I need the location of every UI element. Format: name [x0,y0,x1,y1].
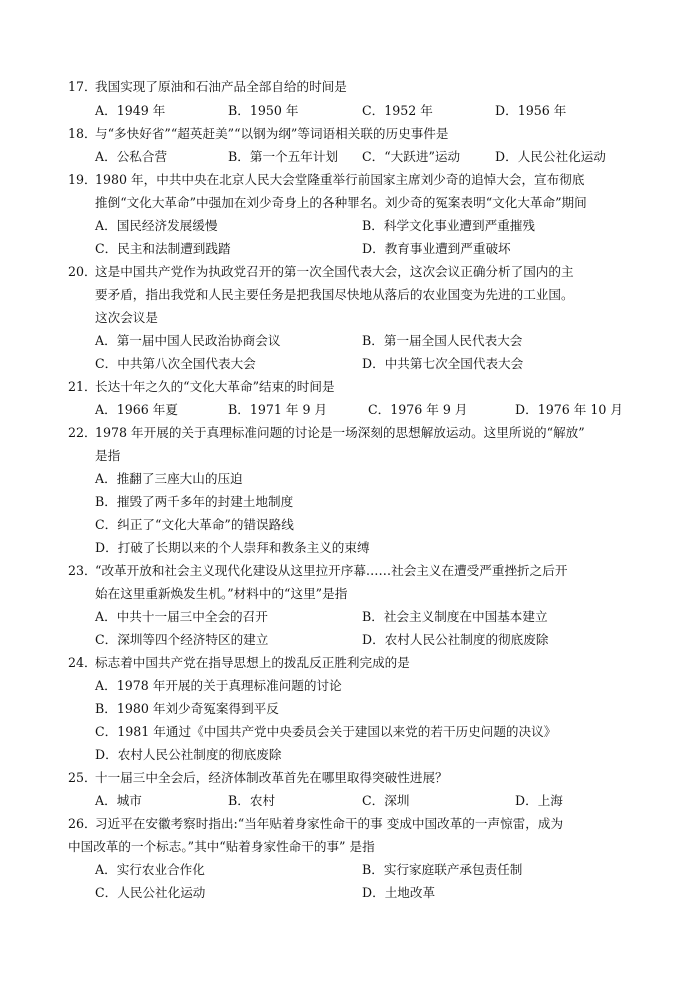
option-a: A．1966 年夏 [95,402,178,417]
option-d: D．教育事业遭到严重破坏 [362,241,511,256]
question-number: 26． [68,816,97,831]
option-b: B．农村 [228,793,276,808]
option-c: C．中共第八次全国代表大会 [95,356,256,371]
option-d: D．土地改革 [362,885,436,900]
question-stem: 习近平在安徽考察时指出:“当年贴着身家性命干的事 变成中国改革的一声惊雷，成为 [95,816,564,831]
option-c: C．民主和法制遭到践踏 [95,241,231,256]
option-b: B．1950 年 [228,103,299,118]
question-stem: 中国改革的一个标志。”其中“贴着身家性命干的事” 是指 [68,839,375,854]
option-a: A．推翻了三座大山的压迫 [95,471,243,486]
question-number: 17． [68,79,97,94]
option-a: A．国民经济发展缓慢 [95,218,218,233]
option-b: B．1980 年刘少奇冤案得到平反 [95,701,279,716]
option-c: C．1952 年 [362,103,433,118]
question-stem: 这次会议是 [95,310,158,325]
option-c: C．1981 年通过《中国共产党中央委员会关于建国以来党的若干历史问题的决议》 [95,724,557,739]
option-a: A．中共十一届三中全会的召开 [95,609,268,624]
question-stem: 长达十年之久的“文化大革命”结束的时间是 [95,379,335,394]
option-c: C．纠正了“文化大革命”的错误路线 [95,517,294,532]
question-stem: 始在这里重新焕发生机。”材料中的“这里”是指 [95,586,348,601]
option-a: A．1949 年 [95,103,166,118]
question-stem: 1980 年，中共中央在北京人民大会堂隆重举行前国家主席刘少奇的追悼大会，宣布彻底 [95,172,585,187]
option-a: A．实行农业合作化 [95,862,205,877]
option-d: D．1976 年 10 月 [515,402,623,417]
option-a: A．城市 [95,793,142,808]
question-stem: 我国实现了原油和石油产品全部自给的时间是 [95,79,347,94]
option-a: A．第一届中国人民政治协商会议 [95,333,281,348]
option-a: A．公私合营 [95,149,168,164]
option-d: D．上海 [515,793,563,808]
question-stem: 要矛盾，指出我党和人民主要任务是把我国尽快地从落后的农业国变为先进的工业国。 [95,287,574,302]
question-number: 20． [68,264,97,279]
option-d: D．人民公社化运动 [495,149,606,164]
option-c: C．人民公社化运动 [95,885,206,900]
question-stem: 推倒“文化大革命”中强加在刘少奇身上的各种罪名。刘少奇的冤案表明“文化大革命”期间 [95,195,587,210]
option-d: D．农村人民公社制度的彻底废除 [95,747,282,762]
question-stem: 1978 年开展的关于真理标准问题的讨论是一场深刻的思想解放运动。这里所说的“解放” [95,425,585,440]
option-c: C．深圳 [362,793,410,808]
option-c: C．“大跃进”运动 [362,149,461,164]
option-b: B．科学文化事业遭到严重摧残 [362,218,535,233]
option-d: D．打破了长期以来的个人崇拜和教条主义的束缚 [95,540,370,555]
option-b: B．1971 年 9 月 [228,402,328,417]
question-stem: 标志着中国共产党在指导思想上的拨乱反正胜利完成的是 [95,655,410,670]
option-c: C．1976 年 9 月 [368,402,468,417]
question-number: 25． [68,770,97,785]
question-number: 23． [68,563,97,578]
question-stem: 十一届三中全会后，经济体制改革首先在哪里取得突破性进展？ [95,770,448,785]
option-d: D．1956 年 [495,103,567,118]
option-d: D．中共第七次全国代表大会 [362,356,524,371]
option-c: C．深圳等四个经济特区的建立 [95,632,269,647]
option-d: D．农村人民公社制度的彻底废除 [362,632,549,647]
question-stem: 这是中国共产党作为执政党召开的第一次全国代表大会，这次会议正确分析了国内的主 [95,264,574,279]
question-stem: “改革开放和社会主义现代化建设从这里拉开序幕……社会主义在遭受严重挫折之后开 [95,563,568,578]
question-number: 19． [68,172,97,187]
question-number: 22． [68,425,97,440]
option-b: B．摧毁了两千多年的封建土地制度 [95,494,294,509]
question-stem: 是指 [95,448,121,463]
question-stem: 与“多快好省”“超英赶美”“以钢为纲”等词语相关联的历史事件是 [95,126,449,141]
question-number: 21． [68,379,97,394]
option-b: B．社会主义制度在中国基本建立 [362,609,548,624]
option-b: B．第一届全国人民代表大会 [362,333,523,348]
option-b: B．实行家庭联产承包责任制 [362,862,523,877]
option-a: A．1978 年开展的关于真理标准问题的讨论 [95,678,342,693]
question-number: 24． [68,655,97,670]
option-b: B．第一个五年计划 [228,149,339,164]
question-number: 18． [68,126,97,141]
